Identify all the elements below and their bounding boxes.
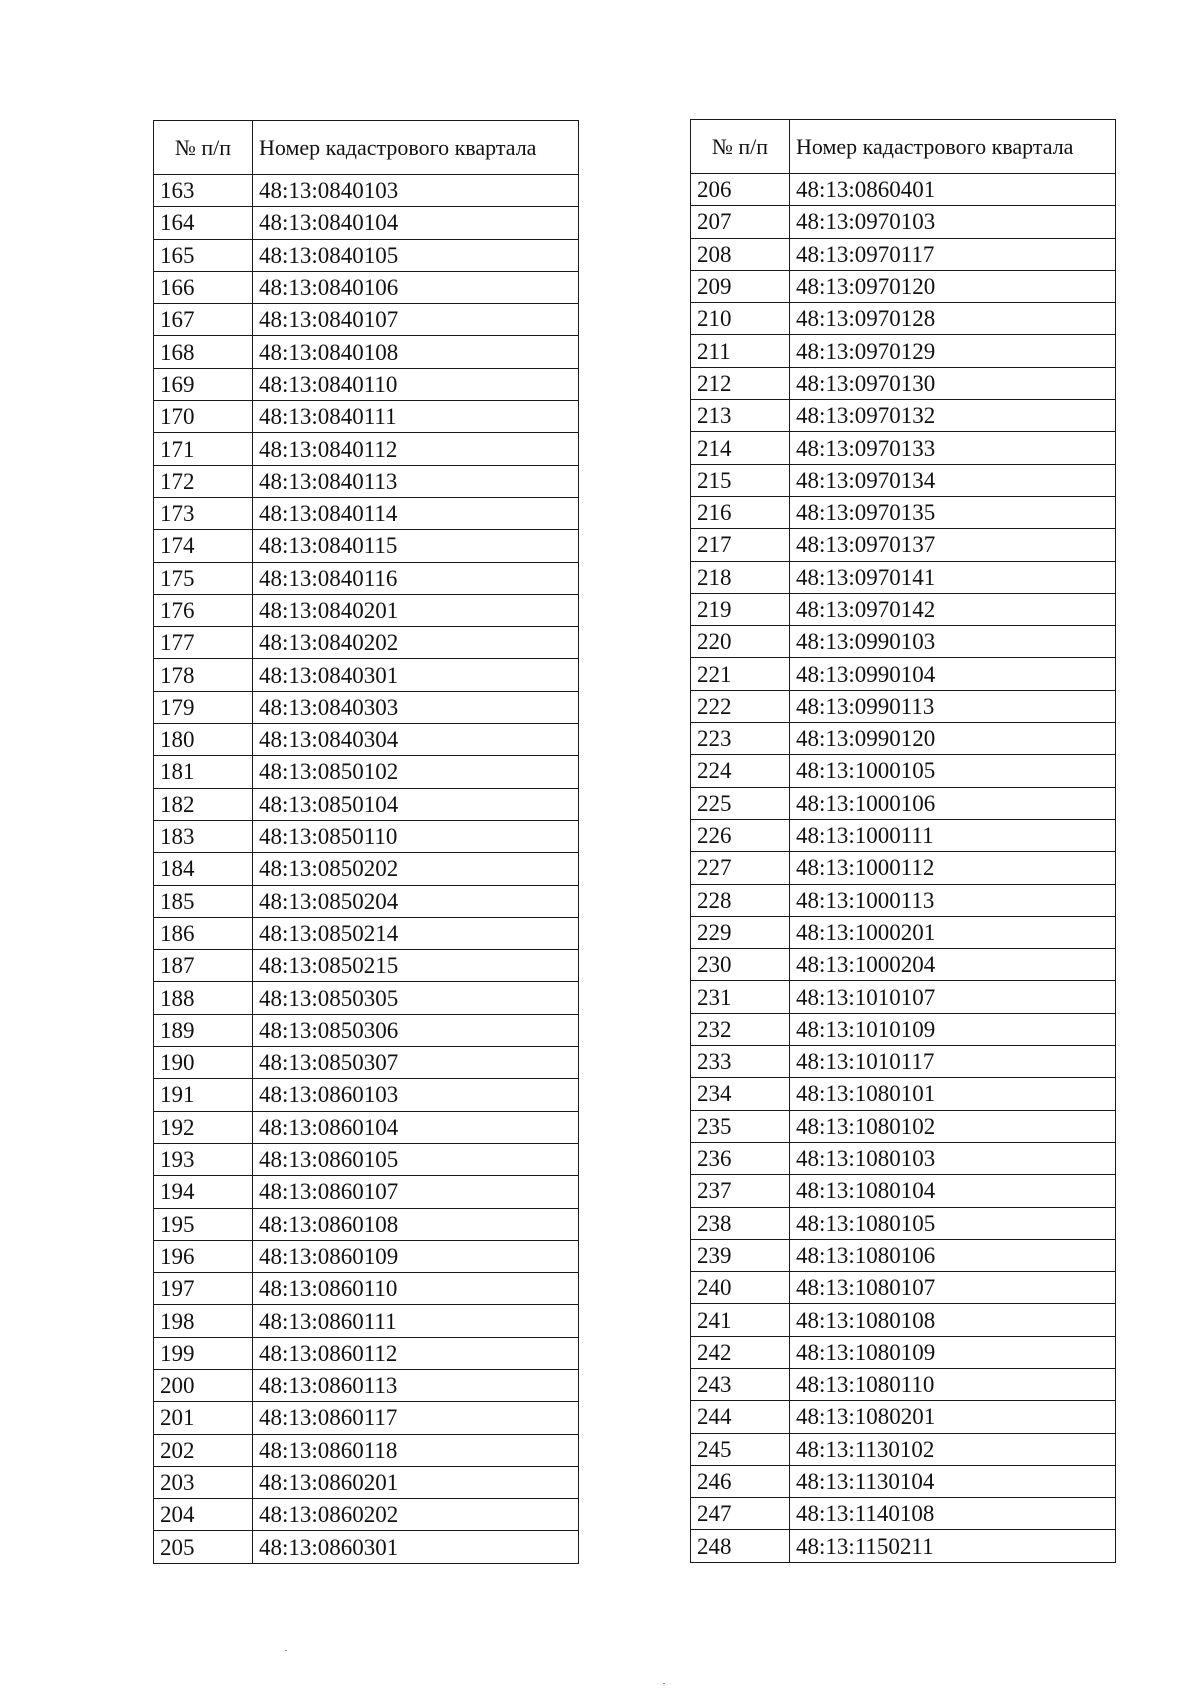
row-number-cell: 170	[154, 401, 253, 433]
row-number-cell: 210	[691, 303, 790, 335]
table-row	[154, 659, 579, 691]
row-number-cell: 182	[154, 788, 253, 820]
row-number-cell: 178	[154, 659, 253, 691]
row-number-cell: 191	[154, 1079, 253, 1111]
table-row	[691, 593, 1116, 625]
row-number-cell: 175	[154, 562, 253, 594]
row-number-cell: 203	[154, 1466, 253, 1498]
cadastral-quarter-cell: 48:13:1000105	[790, 755, 1116, 787]
cadastral-quarter-cell: 48:13:1080201	[790, 1401, 1116, 1433]
row-number-cell: 215	[691, 464, 790, 496]
row-number-cell: 239	[691, 1239, 790, 1271]
row-number-cell: 244	[691, 1401, 790, 1433]
cadastral-quarter-cell: 48:13:0840202	[253, 627, 579, 659]
cadastral-quarter-cell: 48:13:0860110	[253, 1273, 579, 1305]
cadastral-quarter-cell: 48:13:0840304	[253, 724, 579, 756]
table-row	[691, 755, 1116, 787]
cadastral-quarter-cell: 48:13:0840105	[253, 239, 579, 271]
table-row	[691, 432, 1116, 464]
cadastral-quarter-cell: 48:13:1080103	[790, 1142, 1116, 1174]
cadastral-quarter-cell: 48:13:0850307	[253, 1047, 579, 1079]
row-number-cell: 232	[691, 1013, 790, 1045]
cadastral-quarter-cell: 48:13:0860201	[253, 1466, 579, 1498]
cadastral-quarter-cell: 48:13:0850204	[253, 885, 579, 917]
table-row	[691, 690, 1116, 722]
cadastral-quarter-cell: 48:13:0850306	[253, 1014, 579, 1046]
cadastral-quarter-cell: 48:13:0840108	[253, 336, 579, 368]
row-number-cell: 206	[691, 174, 790, 206]
cadastral-quarter-cell: 48:13:0860105	[253, 1143, 579, 1175]
table-row	[154, 853, 579, 885]
row-number-cell: 200	[154, 1369, 253, 1401]
row-number-cell: 242	[691, 1336, 790, 1368]
cadastral-quarter-cell: 48:13:1010109	[790, 1013, 1116, 1045]
row-number-cell: 184	[154, 853, 253, 885]
cadastral-quarter-cell: 48:13:0850102	[253, 756, 579, 788]
table-row	[691, 1046, 1116, 1078]
row-number-cell: 223	[691, 723, 790, 755]
table-row	[154, 788, 579, 820]
cadastral-quarter-cell: 48:13:1080109	[790, 1336, 1116, 1368]
row-number-cell: 245	[691, 1433, 790, 1465]
cadastral-quarter-cell: 48:13:0840104	[253, 207, 579, 239]
cadastral-quarter-cell: 48:13:1080104	[790, 1175, 1116, 1207]
row-number-cell: 246	[691, 1465, 790, 1497]
table-row	[154, 756, 579, 788]
cadastral-quarter-cell: 48:13:1130102	[790, 1433, 1116, 1465]
cadastral-table-left	[153, 120, 579, 1564]
row-number-cell: 212	[691, 367, 790, 399]
table-row	[154, 1143, 579, 1175]
table-row	[154, 950, 579, 982]
cadastral-quarter-cell: 48:13:0860104	[253, 1111, 579, 1143]
cadastral-quarter-cell: 48:13:1140108	[790, 1498, 1116, 1530]
table-row	[691, 464, 1116, 496]
table-row	[691, 400, 1116, 432]
table-row	[691, 561, 1116, 593]
cadastral-quarter-cell: 48:13:1080105	[790, 1207, 1116, 1239]
table-row	[691, 1433, 1116, 1465]
table-row	[691, 626, 1116, 658]
table-row	[691, 367, 1116, 399]
row-number-cell: 236	[691, 1142, 790, 1174]
cadastral-table-right	[690, 119, 1116, 1563]
row-number-cell: 227	[691, 852, 790, 884]
cadastral-quarter-cell: 48:13:0860202	[253, 1499, 579, 1531]
table-row	[154, 562, 579, 594]
cadastral-quarter-cell: 48:13:0850202	[253, 853, 579, 885]
table-row	[154, 239, 579, 271]
table-row	[691, 787, 1116, 819]
cadastral-quarter-cell: 48:13:0860109	[253, 1240, 579, 1272]
table-row	[691, 335, 1116, 367]
row-number-cell: 226	[691, 819, 790, 851]
table-row	[154, 1047, 579, 1079]
table-row	[154, 1369, 579, 1401]
table-row	[154, 497, 579, 529]
row-number-cell: 164	[154, 207, 253, 239]
row-number-cell: 204	[154, 1499, 253, 1531]
cadastral-quarter-cell: 48:13:0970103	[790, 206, 1116, 238]
row-number-cell: 214	[691, 432, 790, 464]
table-row	[691, 1304, 1116, 1336]
cadastral-quarter-cell: 48:13:0860111	[253, 1305, 579, 1337]
cadastral-quarter-cell: 48:13:0860117	[253, 1402, 579, 1434]
row-number-cell: 231	[691, 981, 790, 1013]
row-number-cell: 187	[154, 950, 253, 982]
cadastral-quarter-cell: 48:13:0860401	[790, 174, 1116, 206]
scan-speck	[285, 1650, 287, 1651]
table-body-right	[691, 174, 1116, 1563]
table-row	[154, 368, 579, 400]
row-number-cell: 211	[691, 335, 790, 367]
row-number-cell: 235	[691, 1110, 790, 1142]
row-number-cell: 174	[154, 530, 253, 562]
row-number-cell: 207	[691, 206, 790, 238]
cadastral-quarter-cell: 48:13:1130104	[790, 1465, 1116, 1497]
cadastral-quarter-cell: 48:13:0850215	[253, 950, 579, 982]
table-row	[154, 336, 579, 368]
cadastral-quarter-cell: 48:13:0970142	[790, 593, 1116, 625]
table-row	[691, 1498, 1116, 1530]
cadastral-quarter-cell: 48:13:0970134	[790, 464, 1116, 496]
row-number-cell: 194	[154, 1176, 253, 1208]
table-row	[154, 1531, 579, 1563]
cadastral-quarter-cell: 48:13:0840112	[253, 433, 579, 465]
row-number-cell: 167	[154, 304, 253, 336]
cadastral-quarter-cell: 48:13:0970141	[790, 561, 1116, 593]
cadastral-quarter-cell: 48:13:0850305	[253, 982, 579, 1014]
cadastral-quarter-cell: 48:13:1000111	[790, 819, 1116, 851]
cadastral-quarter-cell: 48:13:0970129	[790, 335, 1116, 367]
row-number-cell: 216	[691, 496, 790, 528]
table-row	[691, 496, 1116, 528]
table-row	[154, 917, 579, 949]
cadastral-quarter-cell: 48:13:0840110	[253, 368, 579, 400]
cadastral-quarter-cell: 48:13:1000113	[790, 884, 1116, 916]
table-row	[154, 433, 579, 465]
cadastral-quarter-cell: 48:13:0990103	[790, 626, 1116, 658]
table-row	[691, 238, 1116, 270]
table-row	[154, 724, 579, 756]
table-header-row	[691, 120, 1116, 174]
cadastral-quarter-cell: 48:13:0970120	[790, 270, 1116, 302]
table-row	[154, 1176, 579, 1208]
table-row	[691, 658, 1116, 690]
row-number-cell: 247	[691, 1498, 790, 1530]
header-cadastral-quarter: Номер кадастрового квартала	[790, 120, 1116, 174]
header-row-number: № п/п	[154, 121, 253, 175]
cadastral-quarter-cell: 48:13:0840301	[253, 659, 579, 691]
row-number-cell: 213	[691, 400, 790, 432]
cadastral-quarter-cell: 48:13:1080101	[790, 1078, 1116, 1110]
row-number-cell: 177	[154, 627, 253, 659]
table-row	[691, 723, 1116, 755]
row-number-cell: 180	[154, 724, 253, 756]
cadastral-quarter-cell: 48:13:0970133	[790, 432, 1116, 464]
cadastral-quarter-cell: 48:13:1010107	[790, 981, 1116, 1013]
cadastral-quarter-cell: 48:13:1150211	[790, 1530, 1116, 1562]
cadastral-quarter-cell: 48:13:0860108	[253, 1208, 579, 1240]
cadastral-quarter-cell: 48:13:0990120	[790, 723, 1116, 755]
cadastral-quarter-cell: 48:13:0850214	[253, 917, 579, 949]
table-row	[154, 1466, 579, 1498]
table-row	[154, 207, 579, 239]
row-number-cell: 163	[154, 175, 253, 207]
cadastral-quarter-cell: 48:13:1080106	[790, 1239, 1116, 1271]
row-number-cell: 169	[154, 368, 253, 400]
cadastral-quarter-cell: 48:13:0840116	[253, 562, 579, 594]
table-row	[154, 1208, 579, 1240]
cadastral-quarter-cell: 48:13:0860301	[253, 1531, 579, 1563]
table-row	[691, 1239, 1116, 1271]
row-number-cell: 221	[691, 658, 790, 690]
table-row	[154, 982, 579, 1014]
row-number-cell: 248	[691, 1530, 790, 1562]
table-row	[691, 1013, 1116, 1045]
table-row	[691, 1272, 1116, 1304]
table-row	[691, 981, 1116, 1013]
cadastral-quarter-cell: 48:13:0850104	[253, 788, 579, 820]
row-number-cell: 237	[691, 1175, 790, 1207]
cadastral-quarter-cell: 48:13:0990104	[790, 658, 1116, 690]
header-cadastral-quarter: Номер кадастрового квартала	[253, 121, 579, 175]
row-number-cell: 171	[154, 433, 253, 465]
cadastral-quarter-cell: 48:13:0860112	[253, 1337, 579, 1369]
row-number-cell: 188	[154, 982, 253, 1014]
table-row	[154, 1305, 579, 1337]
row-number-cell: 220	[691, 626, 790, 658]
row-number-cell: 240	[691, 1272, 790, 1304]
cadastral-quarter-cell: 48:13:1010117	[790, 1046, 1116, 1078]
table-row	[154, 304, 579, 336]
cadastral-quarter-cell: 48:13:0840107	[253, 304, 579, 336]
row-number-cell: 238	[691, 1207, 790, 1239]
table-row	[691, 1401, 1116, 1433]
table-row	[154, 1273, 579, 1305]
table-row	[154, 1014, 579, 1046]
cadastral-quarter-cell: 48:13:0970128	[790, 303, 1116, 335]
table-row	[154, 1079, 579, 1111]
row-number-cell: 193	[154, 1143, 253, 1175]
row-number-cell: 222	[691, 690, 790, 722]
row-number-cell: 190	[154, 1047, 253, 1079]
row-number-cell: 186	[154, 917, 253, 949]
row-number-cell: 196	[154, 1240, 253, 1272]
cadastral-quarter-cell: 48:13:0970132	[790, 400, 1116, 432]
table-row	[154, 465, 579, 497]
row-number-cell: 195	[154, 1208, 253, 1240]
table-row	[154, 885, 579, 917]
cadastral-quarter-cell: 48:13:0840111	[253, 401, 579, 433]
table-row	[154, 1434, 579, 1466]
cadastral-quarter-cell: 48:13:1000204	[790, 949, 1116, 981]
row-number-cell: 218	[691, 561, 790, 593]
row-number-cell: 202	[154, 1434, 253, 1466]
table-header-row	[154, 121, 579, 175]
row-number-cell: 234	[691, 1078, 790, 1110]
cadastral-quarter-cell: 48:13:0840303	[253, 691, 579, 723]
cadastral-quarter-cell: 48:13:1080107	[790, 1272, 1116, 1304]
row-number-cell: 172	[154, 465, 253, 497]
table-row	[691, 1368, 1116, 1400]
row-number-cell: 229	[691, 916, 790, 948]
table-row	[691, 303, 1116, 335]
row-number-cell: 173	[154, 497, 253, 529]
cadastral-quarter-cell: 48:13:0860118	[253, 1434, 579, 1466]
cadastral-quarter-cell: 48:13:0970135	[790, 496, 1116, 528]
cadastral-quarter-cell: 48:13:1000112	[790, 852, 1116, 884]
table-row	[691, 270, 1116, 302]
table-row	[154, 1111, 579, 1143]
cadastral-quarter-cell: 48:13:0840201	[253, 594, 579, 626]
table-row	[691, 529, 1116, 561]
cadastral-quarter-cell: 48:13:0860107	[253, 1176, 579, 1208]
row-number-cell: 168	[154, 336, 253, 368]
row-number-cell: 192	[154, 1111, 253, 1143]
cadastral-quarter-cell: 48:13:0860113	[253, 1369, 579, 1401]
cadastral-quarter-cell: 48:13:1080110	[790, 1368, 1116, 1400]
row-number-cell: 165	[154, 239, 253, 271]
row-number-cell: 179	[154, 691, 253, 723]
cadastral-quarter-cell: 48:13:0970130	[790, 367, 1116, 399]
table-row	[154, 627, 579, 659]
cadastral-quarter-cell: 48:13:0990113	[790, 690, 1116, 722]
cadastral-quarter-cell: 48:13:0850110	[253, 820, 579, 852]
row-number-cell: 198	[154, 1305, 253, 1337]
cadastral-quarter-cell: 48:13:0970117	[790, 238, 1116, 270]
row-number-cell: 228	[691, 884, 790, 916]
table-row	[691, 884, 1116, 916]
table-row	[691, 1078, 1116, 1110]
row-number-cell: 166	[154, 271, 253, 303]
table-row	[154, 175, 579, 207]
table-row	[154, 691, 579, 723]
table-row	[691, 1110, 1116, 1142]
row-number-cell: 225	[691, 787, 790, 819]
table-row	[691, 852, 1116, 884]
row-number-cell: 241	[691, 1304, 790, 1336]
row-number-cell: 219	[691, 593, 790, 625]
table-row	[691, 1142, 1116, 1174]
row-number-cell: 243	[691, 1368, 790, 1400]
table-row	[691, 1175, 1116, 1207]
table-row	[691, 174, 1116, 206]
cadastral-quarter-cell: 48:13:1080108	[790, 1304, 1116, 1336]
scan-speck	[663, 1683, 665, 1684]
row-number-cell: 217	[691, 529, 790, 561]
table-row	[691, 949, 1116, 981]
table-row	[691, 1336, 1116, 1368]
row-number-cell: 201	[154, 1402, 253, 1434]
cadastral-quarter-cell: 48:13:1000106	[790, 787, 1116, 819]
row-number-cell: 209	[691, 270, 790, 302]
table-body-left	[154, 175, 579, 1564]
table-row	[691, 1465, 1116, 1497]
table-row	[154, 1499, 579, 1531]
row-number-cell: 183	[154, 820, 253, 852]
table-row	[154, 594, 579, 626]
table-row	[154, 1240, 579, 1272]
row-number-cell: 199	[154, 1337, 253, 1369]
row-number-cell: 205	[154, 1531, 253, 1563]
table-row	[691, 206, 1116, 238]
table-row	[154, 271, 579, 303]
table-row	[154, 820, 579, 852]
cadastral-quarter-cell: 48:13:0860103	[253, 1079, 579, 1111]
table-row	[154, 530, 579, 562]
cadastral-quarter-cell: 48:13:0840106	[253, 271, 579, 303]
cadastral-quarter-cell: 48:13:0840115	[253, 530, 579, 562]
cadastral-quarter-cell: 48:13:1000201	[790, 916, 1116, 948]
row-number-cell: 181	[154, 756, 253, 788]
cadastral-quarter-cell: 48:13:0840114	[253, 497, 579, 529]
cadastral-quarter-cell: 48:13:1080102	[790, 1110, 1116, 1142]
cadastral-quarter-cell: 48:13:0840103	[253, 175, 579, 207]
table-row	[154, 1402, 579, 1434]
row-number-cell: 185	[154, 885, 253, 917]
table-row	[691, 916, 1116, 948]
row-number-cell: 224	[691, 755, 790, 787]
table-row	[154, 401, 579, 433]
row-number-cell: 197	[154, 1273, 253, 1305]
row-number-cell: 176	[154, 594, 253, 626]
table-row	[691, 819, 1116, 851]
table-row	[691, 1530, 1116, 1562]
table-row	[691, 1207, 1116, 1239]
row-number-cell: 208	[691, 238, 790, 270]
row-number-cell: 230	[691, 949, 790, 981]
header-row-number: № п/п	[691, 120, 790, 174]
cadastral-quarter-cell: 48:13:0840113	[253, 465, 579, 497]
cadastral-quarter-cell: 48:13:0970137	[790, 529, 1116, 561]
row-number-cell: 233	[691, 1046, 790, 1078]
row-number-cell: 189	[154, 1014, 253, 1046]
table-row	[154, 1337, 579, 1369]
